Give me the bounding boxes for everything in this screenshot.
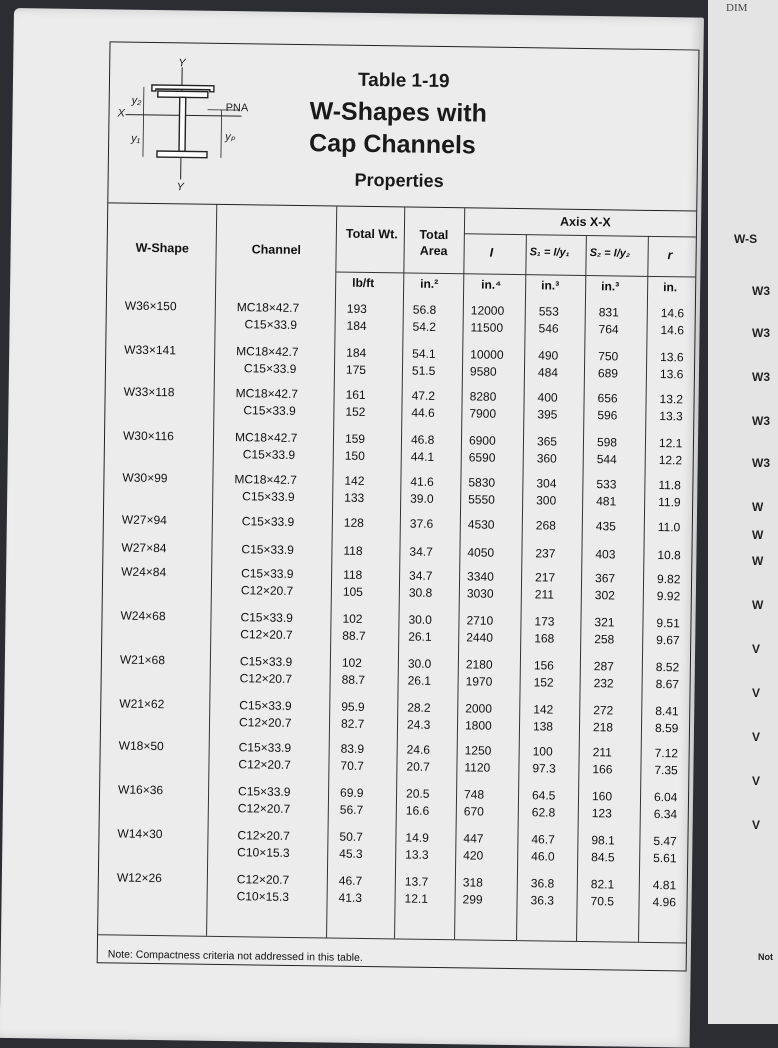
col-header-total-wt: Total Wt. bbox=[344, 226, 400, 243]
adjacent-item: W bbox=[752, 598, 763, 612]
area-cell: 54.1 bbox=[412, 347, 436, 361]
r-cell: 8.67 bbox=[656, 677, 680, 691]
i-cell: 3030 bbox=[467, 586, 494, 600]
area-cell: 47.2 bbox=[412, 389, 436, 403]
s2-cell: 533 bbox=[596, 477, 616, 491]
i-cell: 299 bbox=[463, 892, 483, 906]
adjacent-item: W3 bbox=[752, 284, 770, 298]
ch-cell: C15×33.9 bbox=[243, 403, 296, 418]
wt-cell: 83.9 bbox=[341, 742, 365, 756]
i-cell: 1970 bbox=[466, 674, 493, 688]
ch-cell: C10×15.3 bbox=[237, 845, 290, 860]
ch-cell: C15×33.9 bbox=[240, 654, 293, 669]
s2-cell: 598 bbox=[597, 435, 617, 449]
s1-cell: 142 bbox=[533, 702, 553, 716]
col-rule bbox=[206, 204, 217, 936]
w-shape-cell: W14×30 bbox=[117, 827, 162, 842]
s2-cell: 750 bbox=[598, 349, 618, 363]
area-cell: 12.1 bbox=[405, 892, 429, 906]
wt-cell: 118 bbox=[343, 544, 362, 558]
wt-cell: 45.3 bbox=[339, 847, 363, 861]
ch-cell: C12×20.7 bbox=[237, 828, 290, 843]
w-shape-cell: W21×68 bbox=[120, 653, 165, 668]
table-frame bbox=[97, 41, 700, 971]
w-shape-cell: W24×84 bbox=[121, 565, 166, 580]
wt-cell: 70.7 bbox=[340, 759, 364, 773]
i-cell: 2710 bbox=[466, 613, 493, 627]
s2-cell: 656 bbox=[598, 391, 618, 405]
w-shape-cell: W27×84 bbox=[121, 541, 166, 556]
ch-cell: MC18×42.7 bbox=[236, 386, 299, 401]
area-cell: 13.7 bbox=[405, 875, 429, 889]
wt-cell: 152 bbox=[345, 405, 365, 419]
y1-label: y₁ bbox=[131, 133, 140, 145]
table-subtitle: Properties bbox=[354, 170, 443, 192]
adjacent-item: W bbox=[752, 554, 763, 568]
adjacent-item: W3 bbox=[752, 456, 770, 470]
table-bottom-rule bbox=[98, 934, 686, 943]
w-shape-cap-channel-icon bbox=[121, 63, 273, 185]
i-cell: 6900 bbox=[469, 433, 496, 447]
i-cell: 670 bbox=[464, 804, 484, 818]
adjacent-item: W bbox=[752, 500, 763, 514]
r-cell: 8.59 bbox=[655, 721, 679, 735]
r-cell: 11.8 bbox=[658, 478, 681, 492]
wt-cell: 41.3 bbox=[339, 891, 363, 905]
s1-cell: 304 bbox=[536, 476, 556, 490]
r-cell: 9.51 bbox=[656, 616, 680, 630]
area-cell: 24.6 bbox=[407, 743, 431, 757]
area-cell: 44.6 bbox=[411, 406, 435, 420]
table-title-line1: W-Shapes with bbox=[309, 97, 487, 128]
w-shape-cell: W33×118 bbox=[124, 385, 175, 400]
i-cell: 10000 bbox=[470, 347, 504, 361]
s2-cell: 160 bbox=[592, 789, 612, 803]
yp-label: yₚ bbox=[225, 130, 235, 143]
r-cell: 14.6 bbox=[661, 306, 685, 320]
area-cell: 30.0 bbox=[408, 657, 432, 671]
area-cell: 16.6 bbox=[406, 804, 430, 818]
w-shape-cell: W21×62 bbox=[119, 697, 164, 712]
ch-cell: C15×33.9 bbox=[242, 514, 295, 529]
s1-cell: 46.0 bbox=[531, 849, 555, 863]
r-cell: 6.04 bbox=[654, 790, 678, 804]
adjacent-item: V bbox=[752, 686, 760, 700]
r-cell: 9.67 bbox=[656, 633, 680, 647]
s2-cell: 166 bbox=[592, 762, 612, 776]
s2-cell: 831 bbox=[599, 305, 619, 319]
r-cell: 13.3 bbox=[659, 409, 683, 423]
col-header-s2: S₂ = I/y₂ bbox=[590, 247, 631, 260]
r-cell: 13.6 bbox=[660, 367, 684, 381]
adjacent-item: W3 bbox=[752, 370, 770, 384]
wt-cell: 184 bbox=[346, 319, 366, 333]
i-cell: 6590 bbox=[469, 450, 496, 464]
ch-cell: C12×20.7 bbox=[238, 801, 291, 816]
area-cell: 46.8 bbox=[411, 433, 435, 447]
s1-cell: 168 bbox=[534, 631, 554, 645]
s2-cell: 84.5 bbox=[591, 850, 615, 864]
y-axis-bottom-label: Y bbox=[176, 181, 184, 193]
area-cell: 24.3 bbox=[407, 718, 431, 732]
ch-cell: C12×20.7 bbox=[238, 757, 291, 772]
area-cell: 20.7 bbox=[406, 760, 430, 774]
adjacent-item: W3 bbox=[752, 414, 770, 428]
r-cell: 10.8 bbox=[657, 548, 681, 562]
ch-cell: C15×33.9 bbox=[244, 361, 297, 376]
s2-cell: 435 bbox=[596, 519, 616, 533]
area-cell: 39.0 bbox=[410, 492, 434, 506]
table-title-line2: Cap Channels bbox=[309, 129, 476, 160]
s1-cell: 237 bbox=[535, 546, 555, 560]
r-cell: 4.81 bbox=[653, 878, 677, 892]
wt-cell: 82.7 bbox=[341, 717, 365, 731]
i-cell: 2440 bbox=[466, 630, 493, 644]
wt-cell: 46.7 bbox=[339, 874, 363, 888]
area-cell: 41.6 bbox=[410, 475, 434, 489]
col-header-i: I bbox=[490, 246, 494, 260]
adjacent-header: W-S bbox=[734, 232, 757, 246]
book-page bbox=[0, 8, 704, 1048]
adjacent-item: V bbox=[752, 774, 760, 788]
pna-label: PNA bbox=[226, 102, 249, 114]
adjacent-page bbox=[708, 0, 778, 1024]
w-shape-cell: W33×141 bbox=[124, 343, 176, 358]
ch-cell: C15×33.9 bbox=[240, 610, 293, 625]
s2-cell: 302 bbox=[595, 588, 615, 602]
col-header-channel: Channel bbox=[252, 242, 302, 257]
units-rule bbox=[335, 272, 695, 278]
col-rule bbox=[454, 207, 465, 939]
s2-cell: 123 bbox=[592, 806, 612, 820]
header-rule bbox=[108, 202, 696, 211]
s2-cell: 98.1 bbox=[591, 833, 615, 847]
ch-cell: MC18×42.7 bbox=[235, 430, 298, 445]
wt-cell: 175 bbox=[346, 363, 366, 377]
i-cell: 5550 bbox=[468, 492, 495, 506]
i-cell: 9580 bbox=[470, 364, 497, 378]
wt-cell: 95.9 bbox=[341, 700, 365, 714]
adjacent-item: V bbox=[752, 818, 760, 832]
wt-cell: 88.7 bbox=[342, 673, 366, 687]
s1-cell: 484 bbox=[538, 365, 558, 379]
s2-cell: 258 bbox=[594, 632, 614, 646]
col-rule bbox=[576, 235, 587, 941]
y2-label: y₂ bbox=[132, 95, 142, 107]
i-cell: 318 bbox=[463, 875, 483, 889]
wt-cell: 50.7 bbox=[339, 830, 363, 844]
ch-cell: C15×33.9 bbox=[241, 542, 294, 557]
area-cell: 56.8 bbox=[413, 303, 437, 317]
wt-cell: 102 bbox=[342, 612, 362, 626]
s1-cell: 217 bbox=[535, 570, 555, 584]
w-shape-cell: W18×50 bbox=[119, 739, 164, 754]
col-header-w-shape: W-Shape bbox=[136, 241, 189, 256]
r-cell: 11.9 bbox=[658, 495, 681, 509]
wt-cell: 159 bbox=[345, 432, 365, 446]
ch-cell: C15×33.9 bbox=[245, 317, 298, 332]
table-number: Table 1-19 bbox=[358, 70, 450, 93]
area-cell: 20.5 bbox=[406, 787, 430, 801]
area-cell: 26.1 bbox=[408, 630, 432, 644]
area-cell: 30.0 bbox=[408, 613, 432, 627]
area-cell: 51.5 bbox=[412, 364, 436, 378]
i-cell: 1120 bbox=[464, 760, 490, 774]
i-cell: 12000 bbox=[471, 303, 505, 317]
w-shape-cell: W12×26 bbox=[117, 871, 162, 886]
s1-cell: 211 bbox=[535, 587, 554, 601]
r-cell: 8.52 bbox=[656, 660, 680, 674]
r-cell: 14.6 bbox=[660, 323, 684, 337]
s2-cell: 272 bbox=[593, 703, 613, 717]
r-cell: 12.2 bbox=[659, 453, 683, 467]
unit-s2: in.³ bbox=[601, 279, 619, 293]
i-cell: 11500 bbox=[470, 320, 503, 334]
r-cell: 8.41 bbox=[655, 704, 679, 718]
wt-cell: 161 bbox=[346, 388, 366, 402]
ch-cell: C15×33.9 bbox=[239, 698, 292, 713]
s2-cell: 689 bbox=[598, 366, 618, 380]
s1-cell: 268 bbox=[536, 518, 556, 532]
s1-cell: 546 bbox=[538, 321, 558, 335]
area-cell: 34.7 bbox=[409, 545, 433, 559]
i-cell: 5830 bbox=[468, 475, 495, 489]
ch-cell: C15×33.9 bbox=[238, 784, 291, 799]
r-cell: 5.61 bbox=[653, 851, 677, 865]
i-cell: 1800 bbox=[465, 718, 492, 732]
ch-cell: MC18×42.7 bbox=[237, 300, 300, 315]
area-cell: 54.2 bbox=[412, 320, 436, 334]
cross-section-diagram bbox=[121, 63, 273, 185]
r-cell: 6.34 bbox=[654, 807, 678, 821]
s1-cell: 400 bbox=[538, 390, 558, 404]
wt-cell: 105 bbox=[343, 585, 363, 599]
area-cell: 13.3 bbox=[405, 848, 429, 862]
s2-cell: 596 bbox=[597, 408, 617, 422]
ch-cell: C15×33.9 bbox=[241, 566, 294, 581]
s1-cell: 62.8 bbox=[532, 805, 556, 819]
r-cell: 7.35 bbox=[654, 763, 678, 777]
ch-cell: C15×33.9 bbox=[239, 740, 292, 755]
s2-cell: 232 bbox=[594, 676, 614, 690]
i-cell: 447 bbox=[463, 831, 483, 845]
i-cell: 4050 bbox=[467, 545, 494, 559]
area-cell: 34.7 bbox=[409, 569, 433, 583]
ch-cell: C15×33.9 bbox=[242, 489, 295, 504]
s1-cell: 365 bbox=[537, 434, 557, 448]
s2-cell: 764 bbox=[598, 322, 618, 336]
s1-cell: 97.3 bbox=[532, 761, 556, 775]
axis-rule bbox=[464, 233, 696, 237]
unit-r: in. bbox=[663, 280, 677, 294]
page-corner-text: DIM bbox=[726, 2, 747, 14]
wt-cell: 118 bbox=[343, 568, 362, 582]
adjacent-item: V bbox=[752, 730, 760, 744]
x-axis-label: X bbox=[117, 107, 125, 119]
col-rule bbox=[326, 206, 337, 938]
s1-cell: 36.8 bbox=[531, 876, 555, 890]
ch-cell: C12×20.7 bbox=[240, 627, 293, 642]
i-cell: 3340 bbox=[467, 569, 494, 583]
i-cell: 8280 bbox=[470, 389, 497, 403]
i-cell: 2180 bbox=[466, 657, 493, 671]
unit-s1: in.³ bbox=[541, 278, 559, 292]
r-cell: 4.96 bbox=[652, 895, 676, 909]
col-header-axis: Axis X-X bbox=[560, 215, 611, 230]
adjacent-item: W3 bbox=[752, 326, 770, 340]
s2-cell: 544 bbox=[597, 452, 617, 466]
table-body bbox=[111, 42, 699, 50]
r-cell: 9.92 bbox=[657, 589, 681, 603]
i-cell: 420 bbox=[463, 848, 483, 862]
col-rule bbox=[516, 234, 527, 940]
w-shape-cell: W30×99 bbox=[122, 471, 167, 486]
wt-cell: 69.9 bbox=[340, 786, 364, 800]
col-rule bbox=[638, 236, 649, 942]
wt-cell: 150 bbox=[345, 449, 365, 463]
area-cell: 37.6 bbox=[410, 517, 434, 531]
w-shape-cell: W16×36 bbox=[118, 783, 163, 798]
ch-cell: C10×15.3 bbox=[237, 889, 290, 904]
unit-i: in.⁴ bbox=[481, 278, 501, 292]
wt-cell: 88.7 bbox=[342, 629, 366, 643]
col-header-total-area: Total Area bbox=[408, 227, 460, 260]
s2-cell: 403 bbox=[595, 547, 615, 561]
s1-cell: 100 bbox=[533, 744, 553, 758]
ch-cell: C12×20.7 bbox=[241, 583, 294, 598]
r-cell: 13.2 bbox=[660, 392, 684, 406]
r-cell: 13.6 bbox=[660, 350, 684, 364]
s2-cell: 287 bbox=[594, 659, 614, 673]
area-cell: 44.1 bbox=[411, 450, 435, 464]
i-cell: 7900 bbox=[469, 406, 496, 420]
s1-cell: 360 bbox=[537, 451, 557, 465]
unit-area: in.² bbox=[420, 277, 438, 291]
w-shape-cell: W36×150 bbox=[125, 299, 177, 314]
s2-cell: 321 bbox=[594, 615, 614, 629]
s2-cell: 218 bbox=[593, 720, 613, 734]
wt-cell: 184 bbox=[346, 346, 366, 360]
s2-cell: 211 bbox=[593, 745, 612, 759]
s1-cell: 138 bbox=[533, 719, 553, 733]
i-cell: 2000 bbox=[465, 701, 492, 715]
wt-cell: 133 bbox=[344, 491, 364, 505]
s1-cell: 300 bbox=[536, 493, 556, 507]
r-cell: 12.1 bbox=[659, 436, 683, 450]
s1-cell: 64.5 bbox=[532, 788, 556, 802]
adjacent-note: Not bbox=[758, 952, 773, 962]
col-rule bbox=[394, 206, 405, 938]
area-cell: 28.2 bbox=[407, 701, 431, 715]
w-shape-cell: W30×116 bbox=[123, 429, 174, 444]
s1-cell: 395 bbox=[537, 407, 557, 421]
area-cell: 30.8 bbox=[409, 586, 433, 600]
adjacent-item: V bbox=[752, 642, 760, 656]
table-note: Note: Compactness criteria not addressed in this table. bbox=[108, 948, 363, 964]
w-shape-cell: W27×94 bbox=[122, 513, 167, 528]
i-cell: 4530 bbox=[468, 517, 495, 531]
wt-cell: 142 bbox=[344, 474, 364, 488]
r-cell: 11.0 bbox=[658, 520, 681, 534]
adjacent-item: W bbox=[752, 528, 763, 542]
ch-cell: C12×20.7 bbox=[240, 671, 293, 686]
ch-cell: C12×20.7 bbox=[239, 715, 292, 730]
s1-cell: 152 bbox=[534, 675, 554, 689]
unit-wt: lb/ft bbox=[352, 276, 374, 290]
s2-cell: 70.5 bbox=[590, 894, 614, 908]
w-shape-cell: W24×68 bbox=[120, 609, 165, 624]
s1-cell: 553 bbox=[539, 304, 559, 318]
area-cell: 26.1 bbox=[408, 674, 432, 688]
col-header-s1: S₁ = I/y₁ bbox=[530, 246, 570, 259]
col-header-r: r bbox=[668, 248, 673, 262]
r-cell: 7.12 bbox=[655, 746, 679, 760]
wt-cell: 193 bbox=[347, 302, 367, 316]
s1-cell: 490 bbox=[538, 348, 558, 362]
s2-cell: 82.1 bbox=[591, 877, 615, 891]
s2-cell: 481 bbox=[596, 494, 616, 508]
y-axis-top-label: Y bbox=[178, 57, 186, 69]
s1-cell: 156 bbox=[534, 658, 554, 672]
ch-cell: C15×33.9 bbox=[243, 447, 296, 462]
ch-cell: MC18×42.7 bbox=[236, 344, 299, 359]
wt-cell: 102 bbox=[342, 656, 362, 670]
ch-cell: MC18×42.7 bbox=[234, 472, 297, 487]
s2-cell: 367 bbox=[595, 571, 615, 585]
s1-cell: 46.7 bbox=[531, 832, 555, 846]
s1-cell: 173 bbox=[534, 614, 554, 628]
r-cell: 9.82 bbox=[657, 572, 681, 586]
r-cell: 5.47 bbox=[653, 834, 677, 848]
i-cell: 748 bbox=[464, 787, 484, 801]
wt-cell: 56.7 bbox=[340, 803, 364, 817]
area-cell: 14.9 bbox=[405, 831, 429, 845]
i-cell: 1250 bbox=[465, 743, 492, 757]
s1-cell: 36.3 bbox=[530, 893, 554, 907]
wt-cell: 128 bbox=[344, 516, 364, 530]
ch-cell: C12×20.7 bbox=[237, 872, 290, 887]
